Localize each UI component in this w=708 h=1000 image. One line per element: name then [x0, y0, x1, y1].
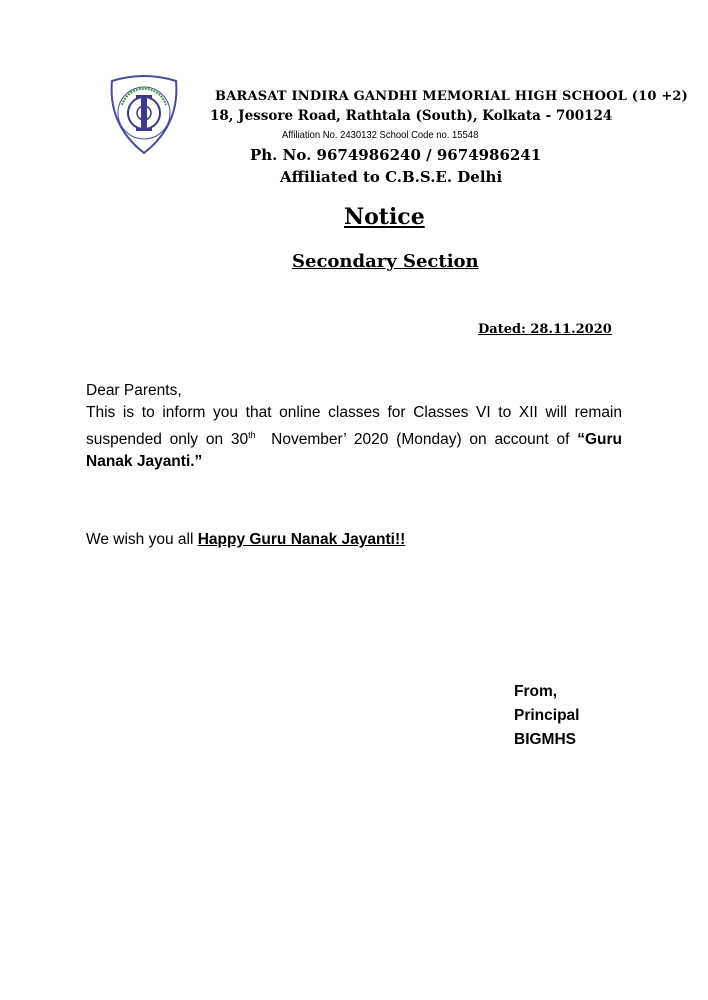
school-name: BARASAT INDIRA GANDHI MEMORIAL HIGH SCHOOL (10 +2) [215, 89, 689, 104]
school-address: 18, Jessore Road, Rathtala (South), Kolkata - 700124 [210, 108, 613, 124]
phone-numbers: Ph. No. 9674986240 / 9674986241 [250, 146, 542, 164]
section-title: Secondary Section [292, 251, 479, 272]
paragraph-text-2: November’ 2020 (Monday) on account of [255, 431, 578, 449]
greeting: Dear Parents, [86, 382, 182, 399]
page-title: Notice [344, 204, 425, 230]
wish-line [86, 529, 622, 551]
notice-date: Dated: 28.11.2020 [478, 322, 612, 337]
wish-prefix: We wish you all [86, 531, 198, 548]
affiliation-info: Affiliation No. 2430132 School Code no. 15548 [282, 129, 479, 141]
paragraph-text: This is to inform you that online classes for Classes VI to XII will remain suspended only on 30 [86, 404, 622, 449]
board-affiliation: Affiliated to C.B.S.E. Delhi [280, 168, 503, 186]
notice-paragraph [86, 402, 622, 473]
school-logo [108, 75, 180, 155]
signature-block [514, 680, 579, 752]
signature-role: Principal [514, 707, 580, 724]
wish-highlight: Happy Guru Nanak Jayanti!! [197, 531, 406, 548]
signature-from: From, [514, 683, 558, 700]
ordinal-suffix: th [248, 430, 256, 440]
occasion-name: “Guru Nanak Jayanti.” [86, 431, 622, 471]
signature-org: BIGMHS [514, 731, 576, 748]
